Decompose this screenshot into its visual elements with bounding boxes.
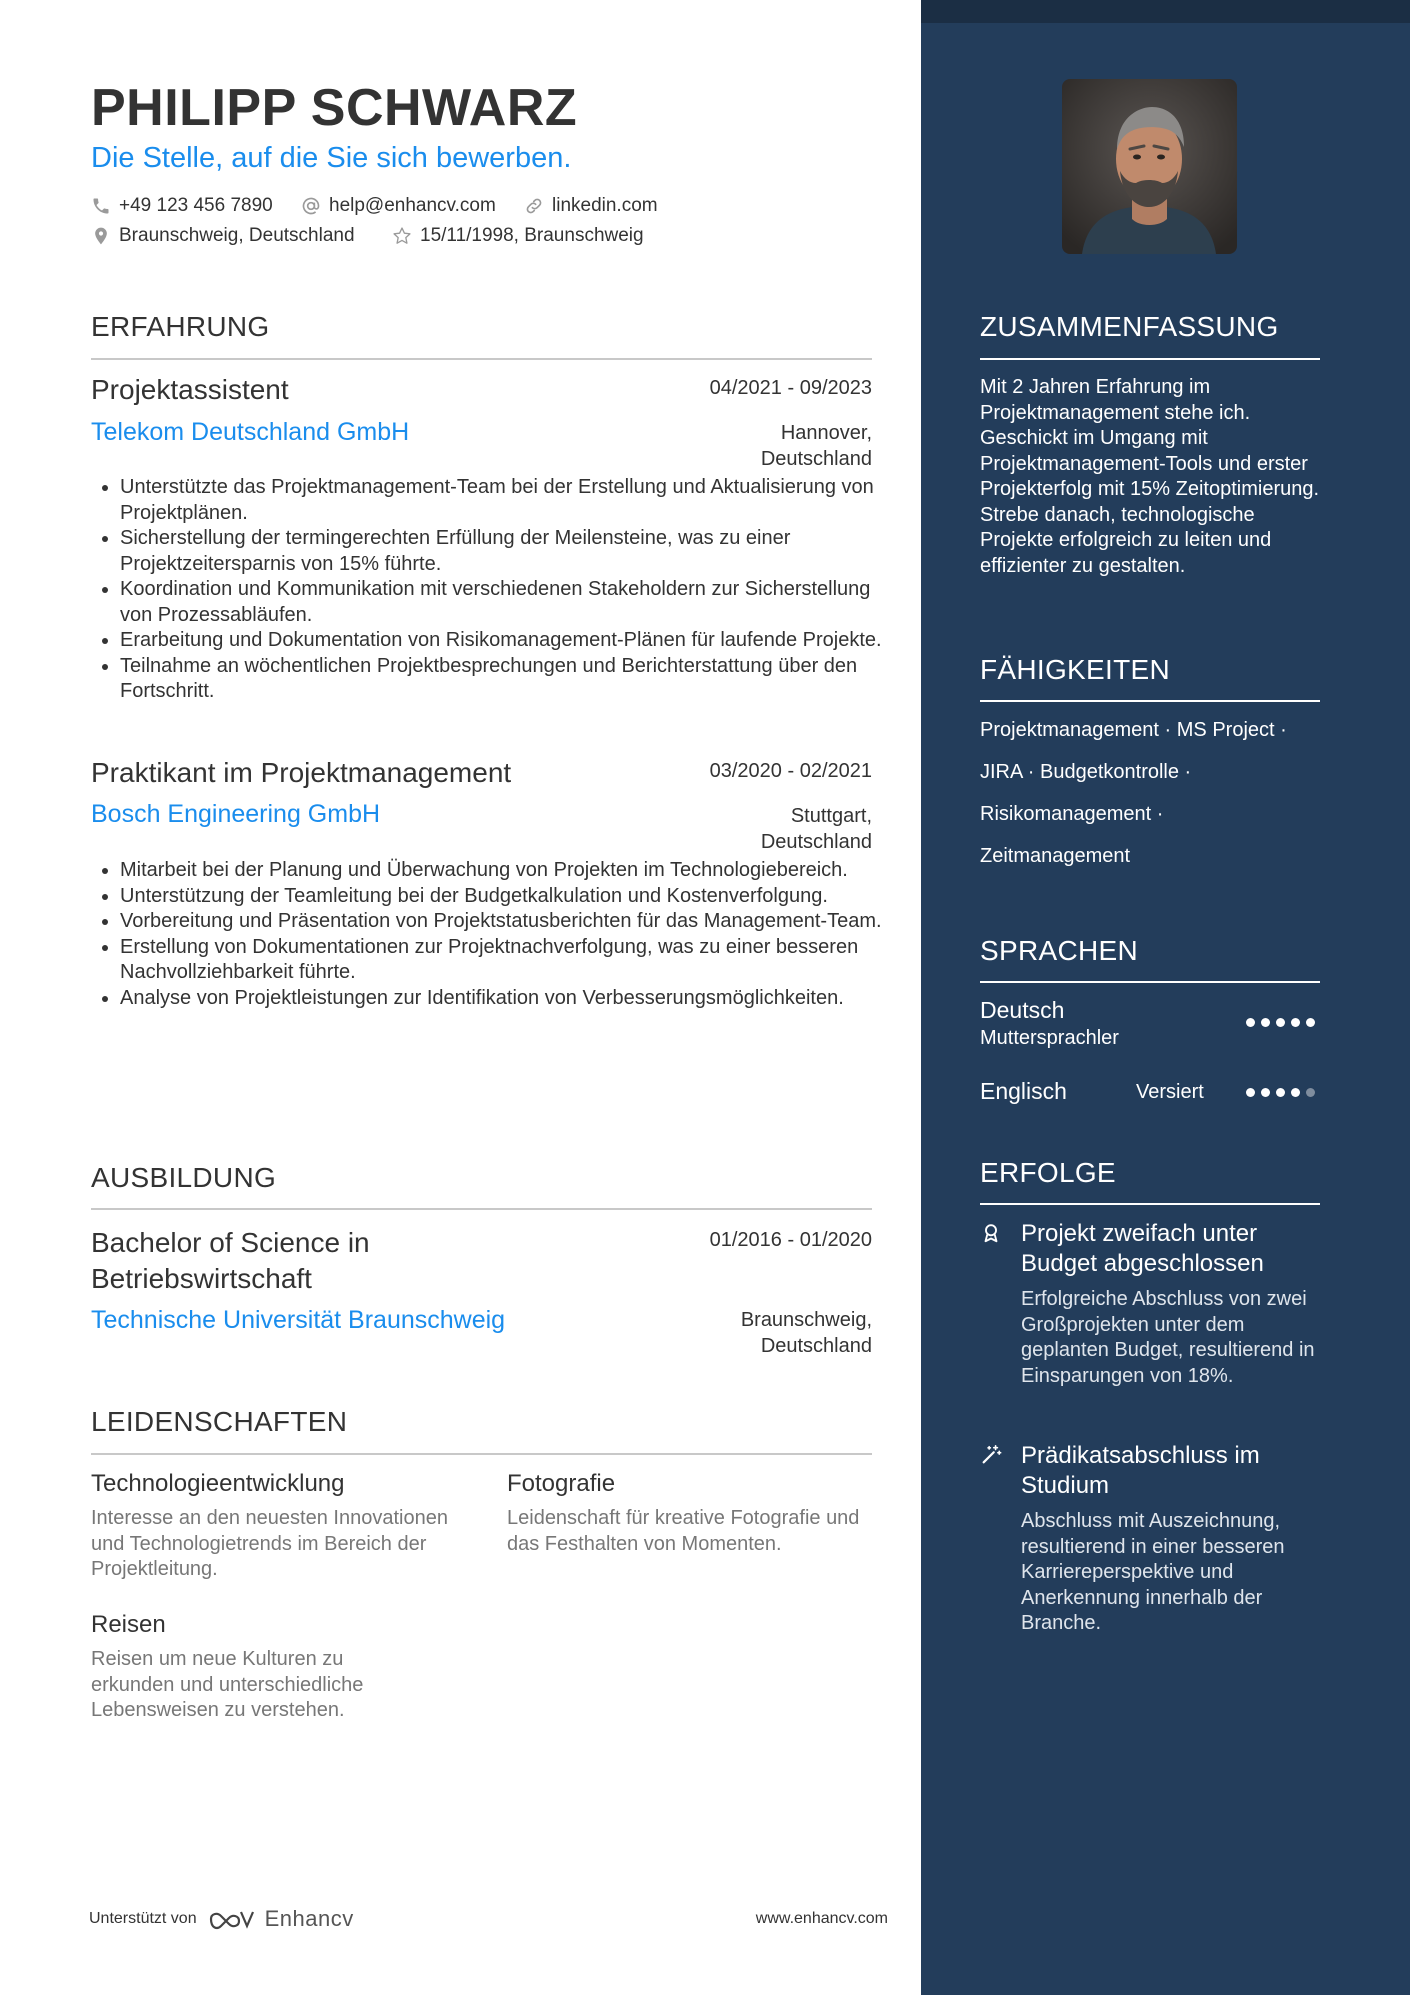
languages-divider: [980, 981, 1320, 983]
summary-text: Mit 2 Jahren Erfahrung im Projektmanagement stehe ich. Geschickt im Umgang mit Projektmanagement-Tools und erster Projekterfolg mit 15% Zeitoptimierung. Strebe danach, technologische Projekte erfolgreich zu leiten und effizienter zu gestalten.: [980, 376, 1320, 577]
skills-divider: [980, 700, 1320, 702]
achievement-desc: Erfolgreiche Abschluss von zwei Großprojekten unter dem geplanten Budget, resultierend in Einsparungen von 18%.: [1021, 1288, 1315, 1387]
passions-section-title: LEIDENSCHAFTEN: [91, 1406, 348, 1437]
powered-by-text: Unterstützt von: [89, 1910, 197, 1927]
achievement-title: Prädikatsabschluss im Studium: [1021, 1442, 1260, 1499]
language-rating: [1246, 1018, 1315, 1027]
job-location-line: Hannover,: [780, 422, 872, 444]
skills-line: Zeitmanagement: [980, 845, 1131, 867]
footer-url[interactable]: www.enhancv.com: [755, 1910, 888, 1927]
enhancv-brand-text: Enhancv: [264, 1906, 354, 1931]
profile-photo: [1062, 79, 1237, 254]
education-divider: [91, 1208, 872, 1210]
passion-desc: Reisen um neue Kulturen zu erkunden und unterschiedliche Lebensweisen zu verstehen.: [91, 1648, 364, 1721]
passion-desc: Leidenschaft für kreative Fotografie und das Festhalten von Momenten.: [507, 1507, 860, 1555]
passions-divider: [91, 1453, 872, 1455]
skills-line: Projektmanagement · MS Project ·: [980, 719, 1287, 741]
education-section-title: AUSBILDUNG: [91, 1162, 277, 1193]
job-title: Praktikant im Projektmanagement: [91, 757, 512, 788]
contact-location: [91, 225, 355, 247]
rating-dot: [1261, 1088, 1270, 1097]
achievement-desc: Abschluss mit Auszeichnung, resultierend in einer besseren Karriereperspektive und Anerkennung innerhalb der Branche.: [1021, 1510, 1285, 1634]
summary-divider: [980, 358, 1320, 360]
skills-line: JIRA · Budgetkontrolle ·: [980, 761, 1192, 783]
linkedin-text: linkedin.com: [552, 195, 658, 216]
rating-dot: [1291, 1018, 1300, 1027]
job-tagline: Die Stelle, auf die Sie sich bewerben.: [91, 142, 572, 174]
achievements-section-title: ERFOLGE: [980, 1157, 1116, 1188]
skills-line: Risikomanagement ·: [980, 803, 1164, 825]
rating-dot: [1291, 1088, 1300, 1097]
phone-text: +49 123 456 7890: [119, 195, 273, 216]
job-bullets: [91, 858, 905, 1011]
job-location-line: Stuttgart,: [790, 805, 872, 827]
experience-section-title: ERFAHRUNG: [91, 311, 270, 342]
passion-title: Technologieentwicklung: [91, 1470, 345, 1497]
job-company[interactable]: Bosch Engineering GmbH: [91, 800, 381, 828]
job-bullet: • Koordination und Kommunikation mit verschiedenen Stakeholdern zur Sicherstellung von Prozessabläufen.: [120, 577, 905, 628]
passion-title: Fotografie: [507, 1470, 616, 1497]
rating-dot: [1261, 1018, 1270, 1027]
job-company[interactable]: Telekom Deutschland GmbH: [91, 418, 410, 446]
job-title: Projektassistent: [91, 374, 289, 405]
job-bullet: • Sicherstellung der termingerechten Erfüllung der Meilensteine, was zu einer Projektzeitersparnis von 15% führte.: [120, 526, 905, 577]
rating-dot: [1306, 1088, 1315, 1097]
rating-dot: [1276, 1088, 1285, 1097]
job-dates: 03/2020 - 02/2021: [709, 760, 872, 782]
passion-desc: Interesse an den neuesten Innovationen und Technologietrends im Bereich der Projektleitung.: [91, 1507, 448, 1580]
job-dates: 04/2021 - 09/2023: [709, 377, 872, 399]
contact-linkedin[interactable]: [524, 195, 658, 217]
contact-email[interactable]: [301, 195, 496, 217]
rating-dot: [1246, 1018, 1255, 1027]
language-name: Englisch: [980, 1078, 1067, 1104]
language-level: Versiert: [1136, 1081, 1204, 1103]
enhancv-logo-icon: [207, 1907, 255, 1931]
location-pin-icon: [91, 226, 111, 246]
language-rating: [1246, 1088, 1315, 1097]
job-location-line: Deutschland: [760, 831, 872, 853]
rating-dot: [1306, 1018, 1315, 1027]
skills-list: [980, 709, 1330, 877]
job-bullet: • Unterstützung der Teamleitung bei der Budgetkalkulation und Kostenverfolgung.: [120, 884, 905, 910]
contact-birth: [392, 225, 644, 247]
job-bullet: • Teilnahme an wöchentlichen Projektbesprechungen und Berichterstattung über den Fortschritt.: [120, 654, 905, 705]
job-location-line: Deutschland: [760, 448, 872, 470]
sidebar: [921, 0, 1410, 1995]
degree-dates: 01/2016 - 01/2020: [709, 1229, 872, 1251]
phone-icon: [91, 196, 111, 216]
experience-divider: [91, 358, 872, 360]
school-name[interactable]: Technische Universität Braunschweig: [91, 1306, 506, 1334]
location-text: Braunschweig, Deutschland: [119, 225, 355, 246]
degree-title-line: Bachelor of Science in: [91, 1227, 370, 1258]
school-location-line: Braunschweig,: [740, 1309, 872, 1331]
star-icon: [392, 226, 412, 246]
magic-wand-icon: [980, 1444, 1002, 1466]
job-bullet: • Mitarbeit bei der Planung und Überwachung von Projekten im Technologiebereich.: [120, 858, 905, 884]
sidebar-top-band: [921, 0, 1410, 23]
email-text: help@enhancv.com: [329, 195, 496, 216]
job-bullet: • Erstellung von Dokumentationen zur Projektnachverfolgung, was zu einer besseren Nachvollziehbarkeit führte.: [120, 935, 905, 986]
skills-section-title: FÄHIGKEITEN: [980, 654, 1170, 685]
rating-dot: [1276, 1018, 1285, 1027]
contact-phone[interactable]: [91, 195, 273, 217]
degree-title: [91, 1225, 571, 1297]
language-name: Deutsch: [980, 997, 1065, 1023]
languages-section-title: SPRACHEN: [980, 935, 1138, 966]
candidate-name: PHILIPP SCHWARZ: [91, 79, 578, 137]
link-icon: [524, 196, 544, 216]
summary-section-title: ZUSAMMENFASSUNG: [980, 311, 1279, 342]
birth-text: 15/11/1998, Braunschweig: [420, 225, 644, 246]
job-location: [652, 803, 872, 855]
school-location: [652, 1307, 872, 1359]
passion-title: Reisen: [91, 1611, 166, 1638]
job-bullet: • Analyse von Projektleistungen zur Identifikation von Verbesserungsmöglichkeiten.: [120, 986, 905, 1012]
job-bullet: • Unterstützte das Projektmanagement-Team bei der Erstellung und Aktualisierung von Projektplänen.: [120, 475, 905, 526]
achievements-divider: [980, 1203, 1320, 1205]
job-bullet: • Vorbereitung und Präsentation von Projektstatusberichten für das Management-Team.: [120, 909, 905, 935]
at-icon: [301, 196, 321, 216]
achievement-title: Projekt zweifach unter Budget abgeschlossen: [1021, 1220, 1264, 1277]
job-location: [652, 420, 872, 472]
degree-title-line: Betriebswirtschaft: [91, 1263, 312, 1294]
school-location-line: Deutschland: [760, 1335, 872, 1357]
language-level: Muttersprachler: [980, 1027, 1119, 1049]
award-icon: [980, 1222, 1002, 1244]
job-bullets: [91, 475, 905, 705]
rating-dot: [1246, 1088, 1255, 1097]
job-bullet: • Erarbeitung und Dokumentation von Risikomanagement-Plänen für laufende Projekte.: [120, 628, 905, 654]
portrait-icon: [1062, 79, 1237, 254]
footer-branding: [89, 1906, 354, 1932]
